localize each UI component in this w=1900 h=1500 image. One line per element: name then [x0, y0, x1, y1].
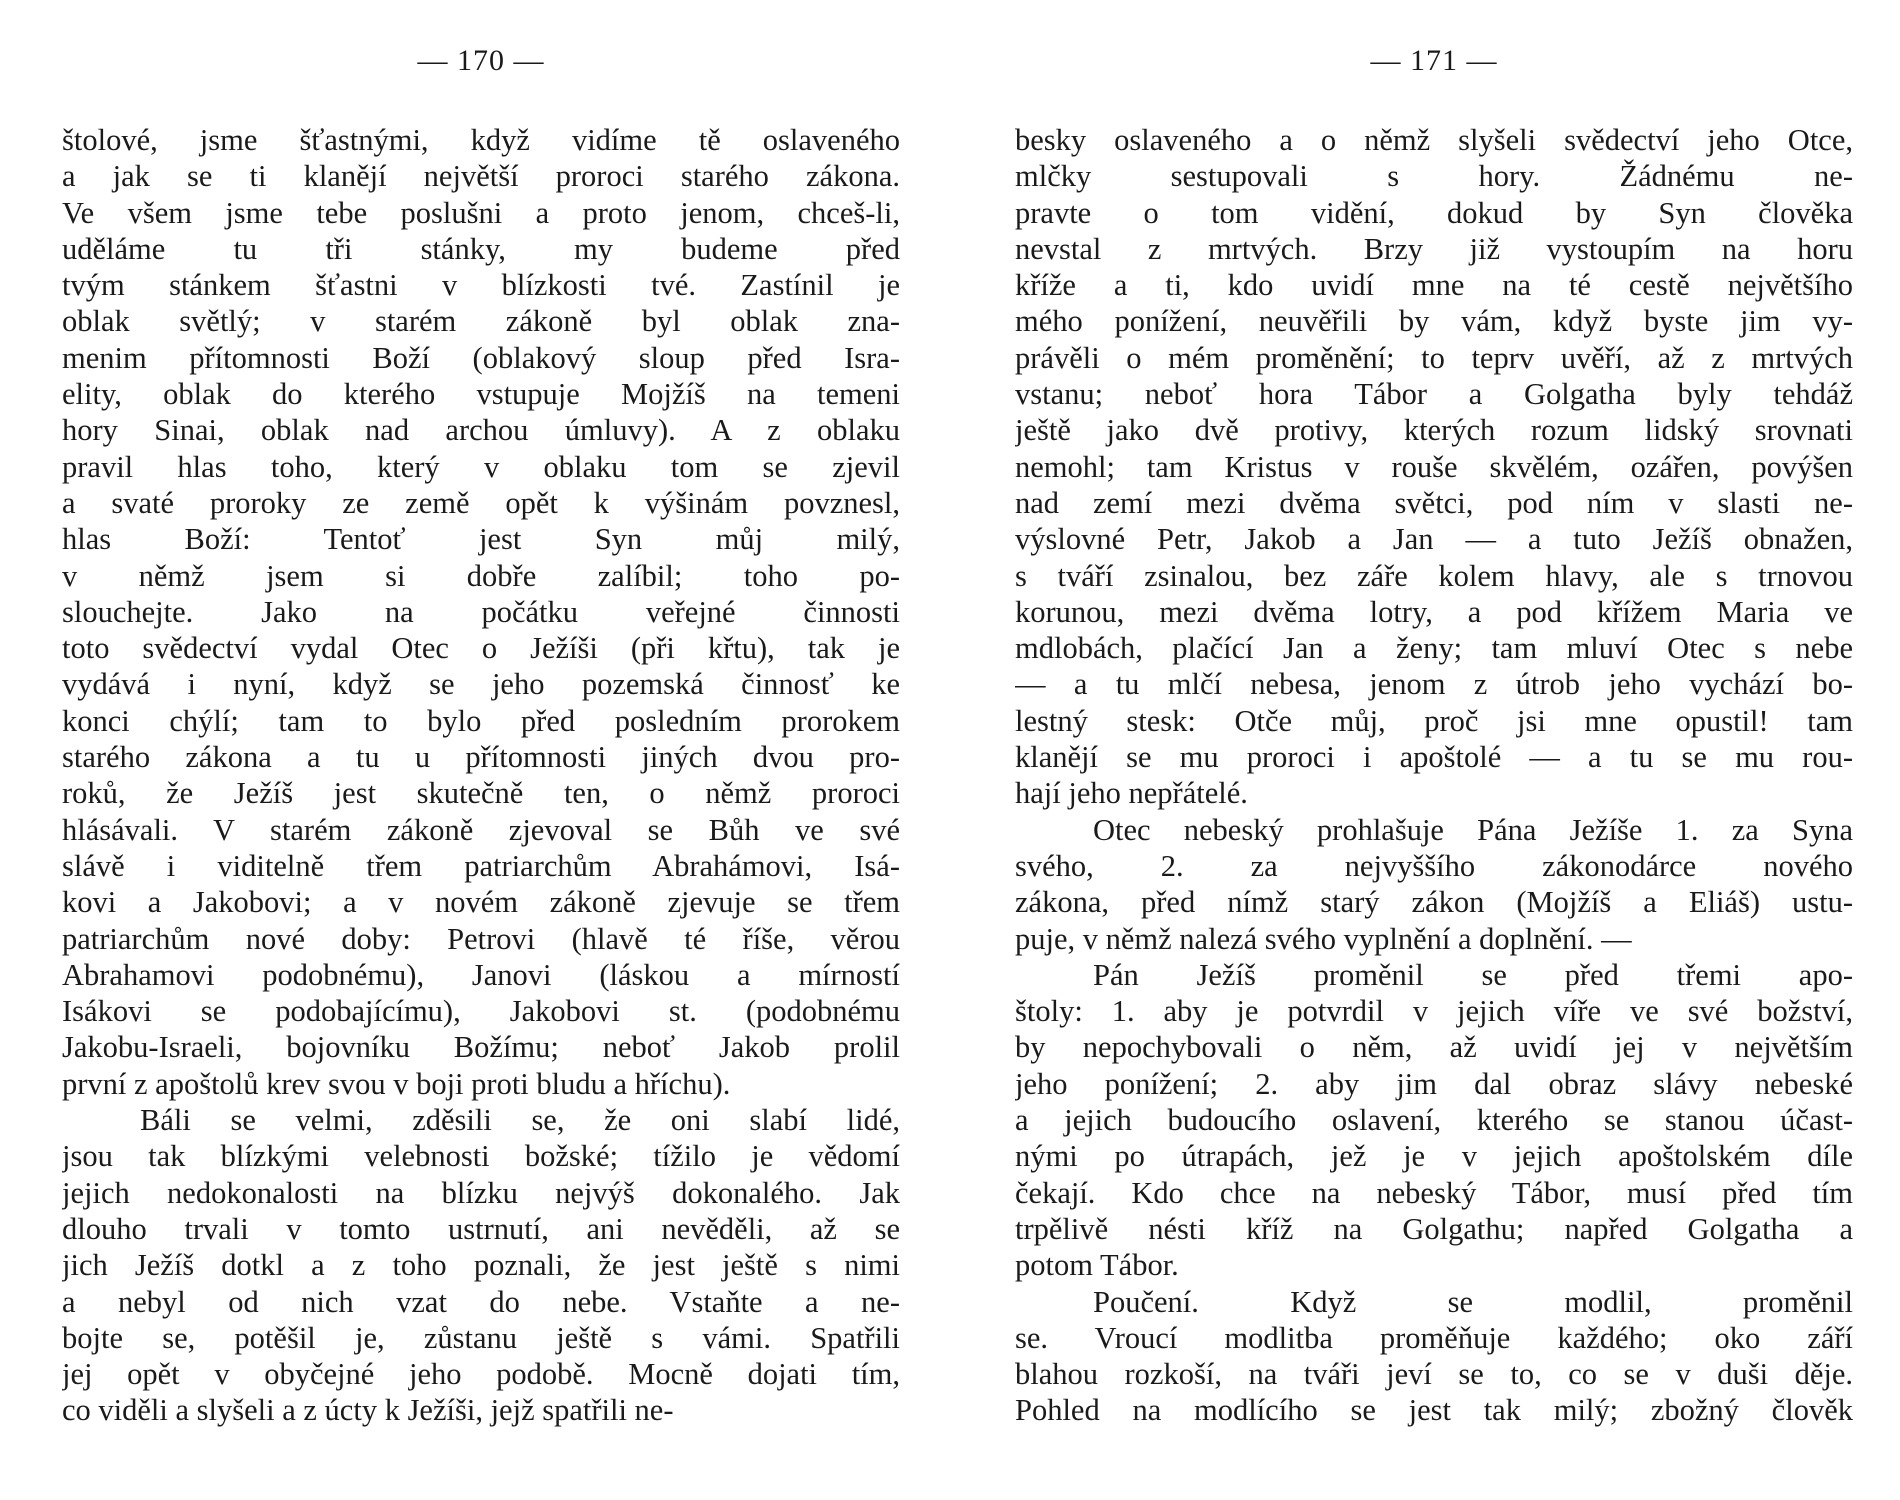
text-line: elity, oblak do kterého vstupuje Mojžíš na temeni [62, 377, 900, 412]
text-line: Ve všem jsme tebe poslušni a proto jenom, chceš-li, [62, 195, 900, 230]
text-line: oblak světlý; v starém zákoně byl oblak zna- [62, 304, 900, 339]
text-line: potom Tábor. [1015, 1248, 1179, 1283]
text-line: nými po útrapách, jež je v jejich apoštolském díle [1015, 1139, 1853, 1174]
text-line: Pohled na modlícího se jest tak milý; zbožný člověk [1015, 1393, 1853, 1428]
text-line: se. Vroucí modlitba proměňuje každého; oko září [1015, 1320, 1853, 1355]
page-number-right: — 171 — [1370, 44, 1498, 77]
text-line: slávě i viditelně třem patriarchům Abrahámovi, Isá- [62, 848, 900, 883]
text-line: blahou rozkoší, na tváři jeví se to, co se v duši děje. [1015, 1357, 1853, 1392]
text-line: štolové, jsme šťastnými, když vidíme tě oslaveného [62, 123, 900, 157]
text-line: vydává i nyní, když se jeho pozemská činnosť ke [62, 667, 900, 702]
text-line: Otec nebeský prohlašuje Pána Ježíše 1. za Syna [1093, 812, 1853, 847]
text-line: — a tu mlčí nebesa, jenom z útrob jeho vychází bo- [1015, 667, 1853, 702]
text-line: starého zákona a tu u přítomnosti jiných dvou pro- [62, 740, 900, 775]
text-line: mlčky sestupovali s hory. Žádnému ne- [1015, 159, 1853, 194]
text-line: Báli se velmi, zděsili se, že oni slabí lidé, [140, 1103, 900, 1138]
page-number-left: — 170 — [417, 44, 545, 77]
text-line: lestný stesk: Otče můj, proč jsi mne opustil! tam [1015, 703, 1853, 738]
text-line: slouchejte. Jako na počátku veřejné činnosti [62, 594, 900, 629]
text-line: vstanu; neboť hora Tábor a Golgatha byly tehdáž [1015, 377, 1853, 412]
text-line: čekají. Kdo chce na nebeský Tábor, musí před tím [1015, 1175, 1853, 1210]
text-line: výslovné Petr, Jakob a Jan — a tuto Ježíš obnažen, [1015, 522, 1853, 557]
text-line: hají jeho nepřátelé. [1015, 776, 1248, 811]
text-line: Jakobu-Israeli, bojovníku Božímu; neboť Jakob prolil [62, 1030, 900, 1065]
text-line: pravil hlas toho, který v oblaku tom se zjevil [62, 449, 900, 484]
text-line: hlas Boží: Tentoť jest Syn můj milý, [62, 522, 900, 557]
text-line: tvým stánkem šťastni v blízkosti tvé. Zastínil je [62, 268, 900, 303]
text-line: hory Sinai, oblak nad archou úmluvy). A z oblaku [62, 413, 900, 448]
text-line: besky oslaveného a o němž slyšeli svědectví jeho Otce, [1015, 123, 1853, 157]
text-line: jejich nedokonalosti na blízku nejvýš dokonalého. Jak [62, 1175, 900, 1210]
text-line: kovi a Jakobovi; a v novém zákoně zjevuje se třem [62, 885, 900, 920]
text-line: zákona, před nímž starý zákon (Mojžíš a Eliáš) ustu- [1015, 885, 1853, 920]
text-line: mdlobách, plačící Jan a ženy; tam mluví Otec s nebe [1015, 631, 1853, 666]
text-line: klanějí se mu proroci i apoštolé — a tu se mu rou- [1015, 740, 1853, 775]
text-line: nad zemí mezi dvěma světci, pod ním v slasti ne- [1015, 485, 1853, 520]
text-line: mého ponížení, neuvěřili by vám, když byste jim vy- [1015, 304, 1853, 339]
text-line: jsou tak blízkými velebnosti božské; tížilo je vědomí [62, 1139, 900, 1174]
left-page [62, 0, 900, 1500]
text-line: nevstal z mrtvých. Brzy již vystoupím na horu [1015, 231, 1853, 266]
text-line: a nebyl od nich vzat do nebe. Vstaňte a ne- [62, 1284, 900, 1319]
text-line: jeho ponížení; 2. aby jim dal obraz slávy nebeské [1015, 1066, 1853, 1101]
text-line: a svaté proroky ze země opět k výšinám povznesl, [62, 485, 900, 520]
text-line: bojte se, potěšil je, zůstanu ještě s vámi. Spatřili [62, 1320, 900, 1355]
text-line: Abrahamovi podobnému), Janovi (láskou a mírností [62, 957, 900, 992]
text-line: v němž jsem si dobře zalíbil; toho po- [62, 558, 900, 593]
text-line: s tváří zsinalou, bez záře kolem hlavy, ale s trnovou [1015, 558, 1853, 593]
text-line: jich Ježíš dotkl a z toho poznali, že jest ještě s nimi [62, 1248, 900, 1283]
text-line: menim přítomnosti Boží (oblakový sloup před Isra- [62, 340, 900, 375]
text-line: co viděli a slyšeli a z úcty k Ježíši, jejž spatřili ne- [62, 1393, 674, 1428]
text-line: toto svědectví vydal Otec o Ježíši (při křtu), tak je [62, 631, 900, 666]
text-line: jej opět v obyčejné jeho podobě. Mocně dojati tím, [62, 1357, 900, 1392]
text-line: puje, v němž nalezá svého vyplnění a doplnění. — [1015, 921, 1632, 956]
text-line: by nepochybovali o něm, až uvidí jej v největším [1015, 1030, 1853, 1065]
text-line: Pán Ježíš proměnil se před třemi apo- [1093, 957, 1853, 992]
text-line: a jejich budoucího oslavení, kterého se stanou účast- [1015, 1103, 1853, 1138]
right-page-text [1015, 122, 1853, 1429]
text-line: právěli o mém proměnění; to teprv uvěří, až z mrtvých [1015, 340, 1853, 375]
text-line: kříže a ti, kdo uvidí mne na té cestě největšího [1015, 268, 1853, 303]
text-line: trpělivě nésti kříž na Golgathu; napřed Golgatha a [1015, 1211, 1853, 1246]
text-line: uděláme tu tři stánky, my budeme před [62, 231, 900, 266]
text-line: dlouho trvali v tomto ustrnutí, ani nevěděli, až se [62, 1211, 900, 1246]
text-line: patriarchům nové doby: Petrovi (hlavě té říše, věrou [62, 921, 900, 956]
text-line: Isákovi se podobajícímu), Jakobovi st. (podobnému [62, 994, 900, 1029]
text-line: korunou, mezi dvěma lotry, a pod křížem Maria ve [1015, 594, 1853, 629]
text-line: a jak se ti klanějí největší proroci starého zákona. [62, 159, 900, 194]
right-page [1015, 0, 1853, 1500]
left-page-text [62, 122, 900, 1429]
text-line: svého, 2. za nejvyššího zákonodárce nového [1015, 848, 1853, 883]
text-line: Poučení. Když se modlil, proměnil [1093, 1284, 1853, 1319]
text-line: nemohl; tam Kristus v rouše skvělém, ozářen, povýšen [1015, 449, 1853, 484]
text-line: hlásávali. V starém zákoně zjevoval se Bůh ve své [62, 812, 900, 847]
text-line: pravte o tom vidění, dokud by Syn člověka [1015, 195, 1853, 230]
text-line: první z apoštolů krev svou v boji proti bludu a hříchu). [62, 1066, 731, 1101]
text-line: štoly: 1. aby je potvrdil v jejich víře ve své božství, [1015, 994, 1853, 1029]
text-line: roků, že Ježíš jest skutečně ten, o němž proroci [62, 776, 900, 811]
text-line: konci chýlí; tam to bylo před posledním prorokem [62, 703, 900, 738]
text-line: ještě jako dvě protivy, kterých rozum lidský srovnati [1015, 413, 1853, 448]
